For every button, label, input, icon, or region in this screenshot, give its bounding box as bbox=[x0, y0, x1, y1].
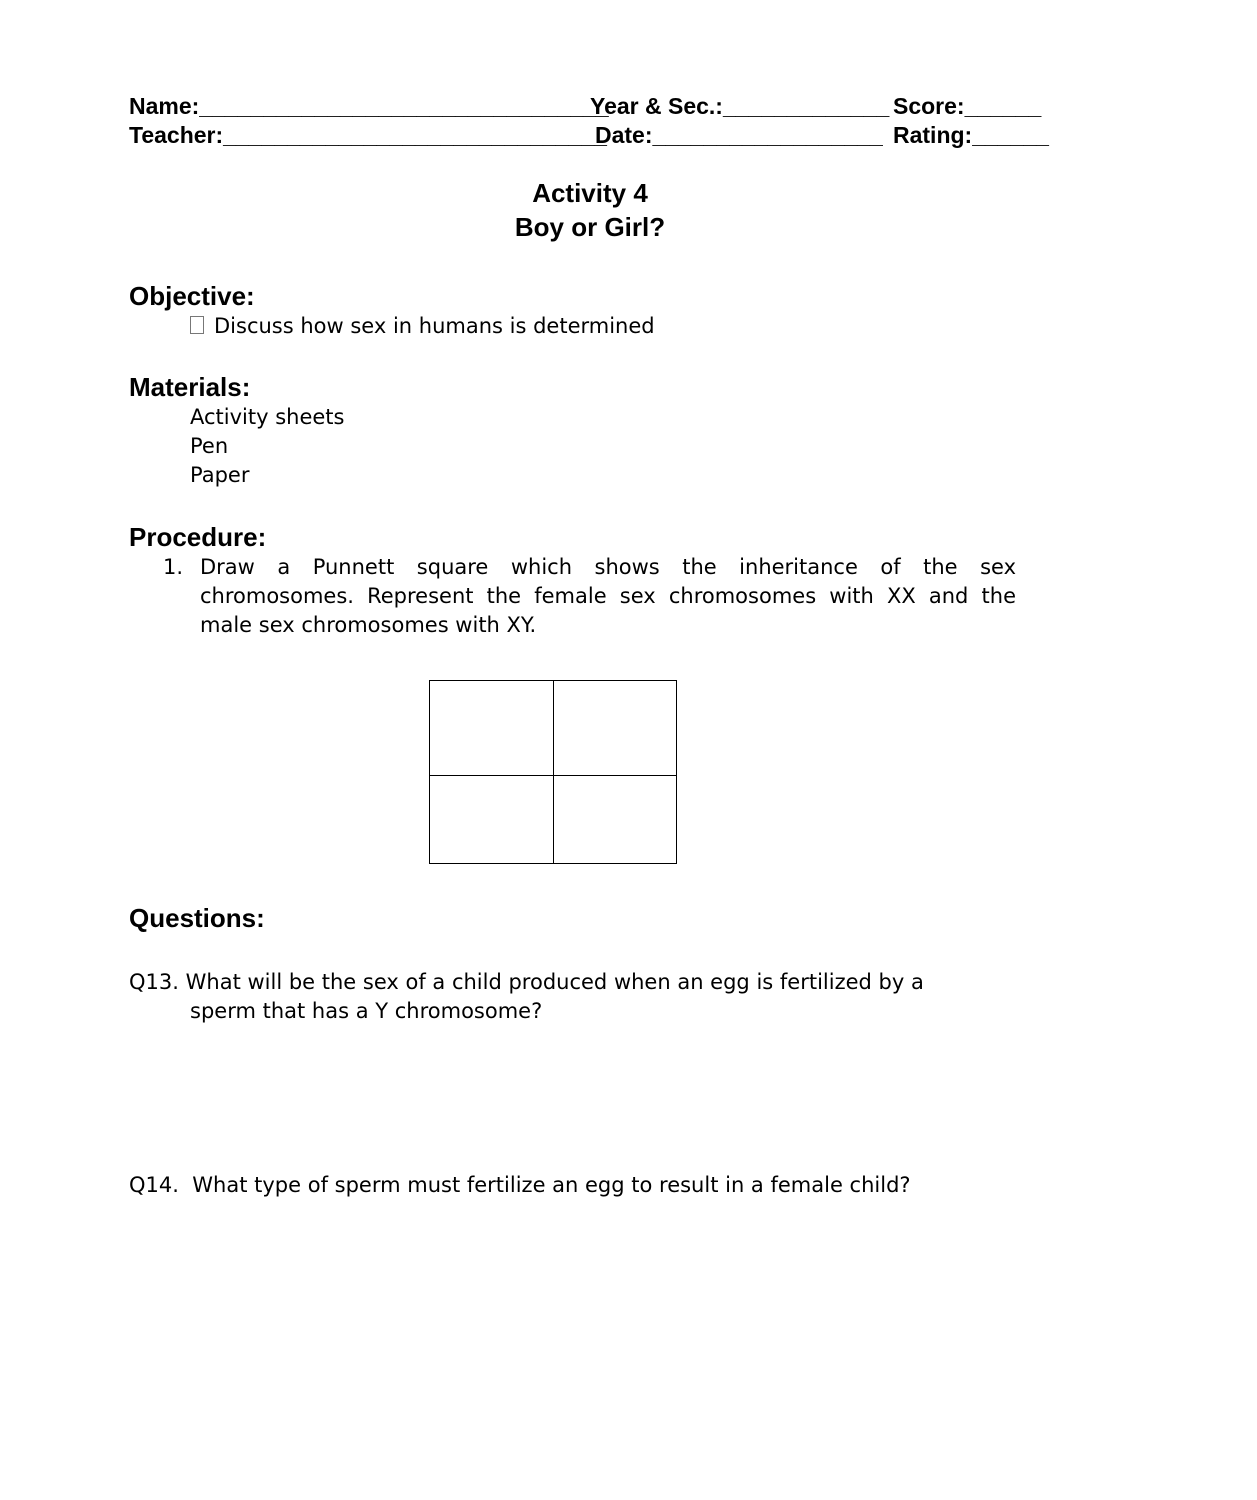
year-sec-field: Year & Sec.:_____________ bbox=[590, 93, 890, 119]
materials-heading: Materials: bbox=[129, 372, 251, 402]
score-field: Score:______ bbox=[893, 93, 1042, 119]
punnett-divider-horizontal bbox=[430, 775, 676, 776]
rating-field: Rating:______ bbox=[893, 122, 1049, 148]
procedure-step-text: Draw a Punnett square which shows the inheritance of the sex chromosomes. Represent the female sex chromosomes with XX and the male sex chromosomes with XY. bbox=[200, 555, 1016, 637]
procedure-step-number: 1. bbox=[163, 555, 184, 579]
material-item: Paper bbox=[190, 463, 250, 487]
question-text-line1: What will be the sex of a child produced when an egg is fertilized by a bbox=[185, 970, 924, 994]
objective-item bbox=[190, 312, 655, 341]
question-q13 bbox=[129, 968, 1009, 1026]
bullet-box-icon bbox=[190, 316, 204, 334]
punnett-divider-vertical bbox=[553, 681, 554, 863]
punnett-square bbox=[429, 680, 677, 864]
teacher-field: Teacher:______________________________ bbox=[129, 122, 607, 148]
activity-number: Activity 4 bbox=[532, 178, 648, 208]
question-text-line1: What type of sperm must fertilize an egg to result in a female child? bbox=[192, 1173, 911, 1197]
question-q14 bbox=[129, 1171, 1009, 1200]
material-item: Pen bbox=[190, 434, 229, 458]
questions-heading: Questions: bbox=[129, 903, 265, 933]
question-text-line2: sperm that has a Y chromosome? bbox=[190, 999, 543, 1023]
name-field: Name:________________________________ bbox=[129, 93, 609, 119]
question-number: Q13. bbox=[129, 970, 179, 994]
objective-heading: Objective: bbox=[129, 281, 255, 311]
objective-item-text: Discuss how sex in humans is determined bbox=[214, 314, 655, 338]
question-number: Q14. bbox=[129, 1173, 179, 1197]
procedure-heading: Procedure: bbox=[129, 522, 267, 552]
activity-title: Boy or Girl? bbox=[514, 212, 666, 242]
date-field: Date:__________________ bbox=[595, 122, 883, 148]
material-item: Activity sheets bbox=[190, 405, 345, 429]
